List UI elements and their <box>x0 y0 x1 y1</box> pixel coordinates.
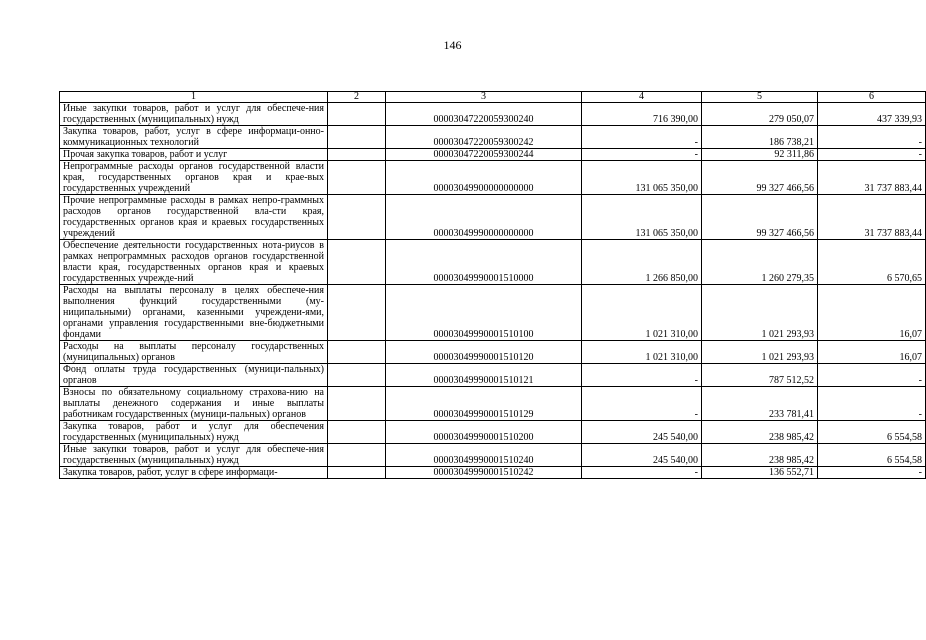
row-col2 <box>328 240 386 285</box>
row-code: 00003049990001510129 <box>386 387 582 421</box>
row-value-5: 136 552,71 <box>702 467 818 479</box>
row-value-6: 6 570,65 <box>818 240 926 285</box>
row-value-4: 245 540,00 <box>582 444 702 467</box>
row-value-6: - <box>818 364 926 387</box>
row-col2 <box>328 341 386 364</box>
row-code: 00003049900000000000 <box>386 161 582 195</box>
row-value-5: 1 260 279,35 <box>702 240 818 285</box>
header-row <box>60 92 926 103</box>
row-name: Иные закупки товаров, работ и услуг для обеспече-ния государственных (муниципальных) нужд <box>60 444 328 467</box>
row-value-5: 238 985,42 <box>702 421 818 444</box>
row-name: Расходы на выплаты персоналу в целях обеспече-ния выполнения функций государственными (му-ниципальными) органами, казенными учреждени-ями, органами управления государственными вне-бюджетными фондами <box>60 285 328 341</box>
row-value-4: 131 065 350,00 <box>582 195 702 240</box>
row-value-6: - <box>818 126 926 149</box>
row-value-6: 16,07 <box>818 341 926 364</box>
header-cell: 4 <box>582 92 702 103</box>
row-code: 00003047220059300244 <box>386 149 582 161</box>
row-name: Взносы по обязательному социальному страхова-нию на выплаты денежного содержания и иные выплаты работникам государственных (муници-пальных) органов <box>60 387 328 421</box>
table-row <box>60 285 926 341</box>
row-value-6: - <box>818 467 926 479</box>
row-value-4: - <box>582 126 702 149</box>
row-code: 00003049990001510121 <box>386 364 582 387</box>
budget-table <box>59 91 926 479</box>
row-value-6: - <box>818 149 926 161</box>
row-code: 00003049990001510100 <box>386 285 582 341</box>
row-value-4: - <box>582 364 702 387</box>
row-name: Закупка товаров, работ, услуг в сфере информаци-онно-коммуникационных технологий <box>60 126 328 149</box>
header-cell: 5 <box>702 92 818 103</box>
row-col2 <box>328 364 386 387</box>
header-cell: 1 <box>60 92 328 103</box>
row-name: Закупка товаров, работ, услуг в сфере информаци- <box>60 467 328 479</box>
row-name: Прочая закупка товаров, работ и услуг <box>60 149 328 161</box>
row-name: Расходы на выплаты персоналу государственных (муниципальных) органов <box>60 341 328 364</box>
row-col2 <box>328 161 386 195</box>
row-value-4: 1 266 850,00 <box>582 240 702 285</box>
row-value-5: 92 311,86 <box>702 149 818 161</box>
row-value-5: 787 512,52 <box>702 364 818 387</box>
table-row <box>60 240 926 285</box>
row-name: Прочие непрограммные расходы в рамках непро-граммных расходов органов государственной вла-сти края, государственных органов края и краевых государственных учреждений <box>60 195 328 240</box>
row-code: 00003049990001510200 <box>386 421 582 444</box>
row-code: 00003047220059300242 <box>386 126 582 149</box>
table-row <box>60 149 926 161</box>
row-value-4: 1 021 310,00 <box>582 341 702 364</box>
row-name: Закупка товаров, работ и услуг для обеспечения государственных (муниципальных) нужд <box>60 421 328 444</box>
row-value-5: 186 738,21 <box>702 126 818 149</box>
row-value-6: 31 737 883,44 <box>818 161 926 195</box>
row-value-6: 16,07 <box>818 285 926 341</box>
table-row <box>60 421 926 444</box>
header-cell: 6 <box>818 92 926 103</box>
row-value-4: - <box>582 149 702 161</box>
row-value-4: 131 065 350,00 <box>582 161 702 195</box>
row-value-4: 1 021 310,00 <box>582 285 702 341</box>
row-col2 <box>328 103 386 126</box>
row-value-4: - <box>582 467 702 479</box>
table-row <box>60 195 926 240</box>
row-value-5: 1 021 293,93 <box>702 341 818 364</box>
row-name: Иные закупки товаров, работ и услуг для обеспече-ния государственных (муниципальных) нужд <box>60 103 328 126</box>
table-row <box>60 341 926 364</box>
table-row <box>60 444 926 467</box>
row-name: Обеспечение деятельности государственных нота-риусов в рамках непрограммных расходов органов государственной власти края, государственных органов края и краевых государственных учрежде-ний <box>60 240 328 285</box>
table-row <box>60 161 926 195</box>
row-col2 <box>328 195 386 240</box>
row-value-5: 238 985,42 <box>702 444 818 467</box>
row-value-6: 6 554,58 <box>818 444 926 467</box>
row-code: 00003049990001510242 <box>386 467 582 479</box>
row-value-4: 716 390,00 <box>582 103 702 126</box>
row-col2 <box>328 421 386 444</box>
row-name: Непрограммные расходы органов государственной власти края, государственных органов края и крае-вых государственных учреждений <box>60 161 328 195</box>
table-row <box>60 126 926 149</box>
row-code: 00003049990001510120 <box>386 341 582 364</box>
row-col2 <box>328 467 386 479</box>
row-col2 <box>328 444 386 467</box>
table-row <box>60 364 926 387</box>
row-value-6: 31 737 883,44 <box>818 195 926 240</box>
header-cell: 2 <box>328 92 386 103</box>
row-code: 00003049990001510000 <box>386 240 582 285</box>
row-value-5: 99 327 466,56 <box>702 161 818 195</box>
table-row <box>60 387 926 421</box>
row-value-5: 233 781,41 <box>702 387 818 421</box>
row-value-5: 279 050,07 <box>702 103 818 126</box>
row-col2 <box>328 149 386 161</box>
row-col2 <box>328 387 386 421</box>
row-code: 00003049990001510240 <box>386 444 582 467</box>
row-code: 00003049990000000000 <box>386 195 582 240</box>
row-col2 <box>328 285 386 341</box>
table-row <box>60 467 926 479</box>
row-value-5: 99 327 466,56 <box>702 195 818 240</box>
page-number: 146 <box>443 38 462 52</box>
row-value-4: 245 540,00 <box>582 421 702 444</box>
row-value-6: 6 554,58 <box>818 421 926 444</box>
row-name: Фонд оплаты труда государственных (муници-пальных) органов <box>60 364 328 387</box>
row-value-4: - <box>582 387 702 421</box>
row-value-6: 437 339,93 <box>818 103 926 126</box>
header-cell: 3 <box>386 92 582 103</box>
row-code: 00003047220059300240 <box>386 103 582 126</box>
table-row <box>60 103 926 126</box>
row-value-5: 1 021 293,93 <box>702 285 818 341</box>
row-col2 <box>328 126 386 149</box>
row-value-6: - <box>818 387 926 421</box>
